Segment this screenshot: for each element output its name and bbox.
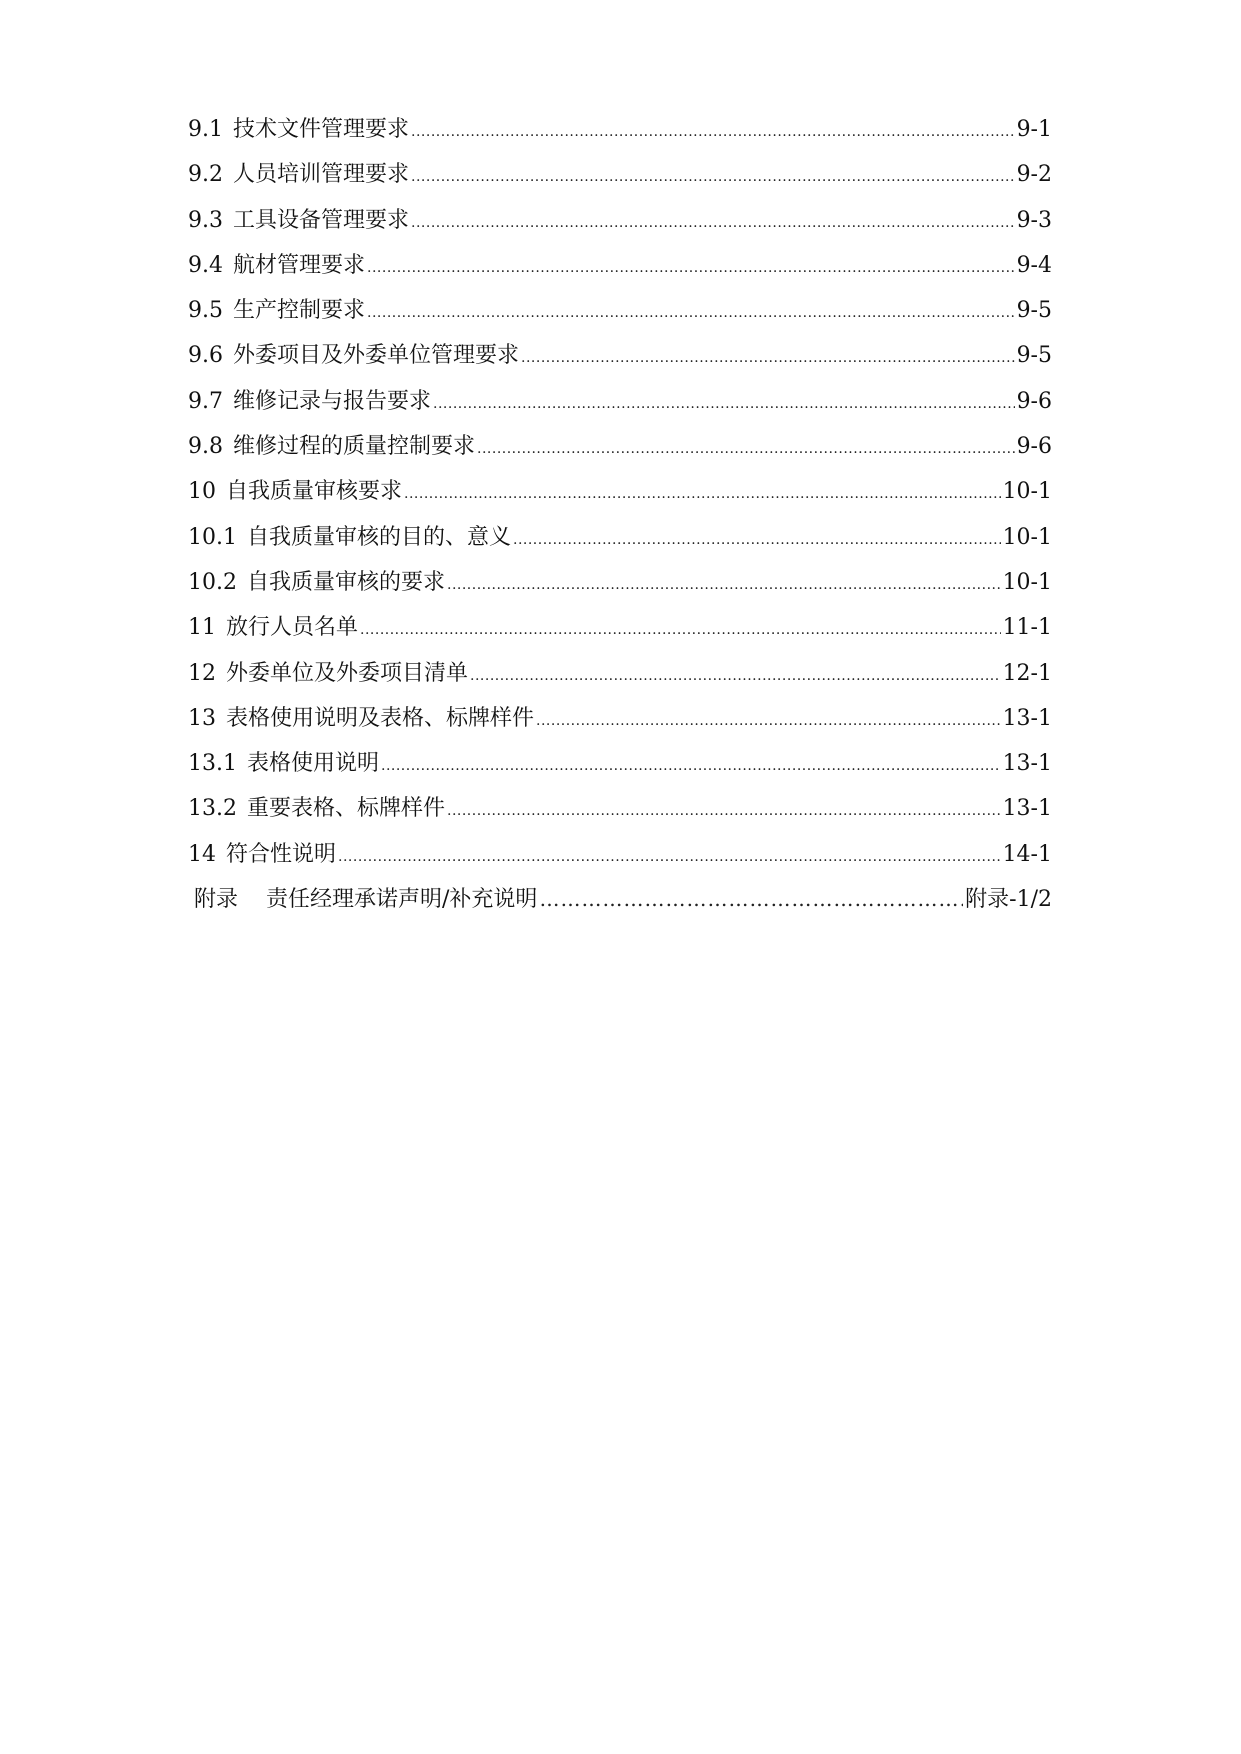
toc-entry-title: 外委单位及外委项目清单 <box>226 660 469 686</box>
table-of-contents <box>188 107 1052 922</box>
toc-entry-title: 重要表格、标牌样件 <box>246 796 445 822</box>
toc-entry-page: 13-1 <box>1002 751 1052 777</box>
dot-leader <box>521 336 1015 381</box>
dot-leader <box>404 472 1001 517</box>
toc-entry-number: 10.1 <box>188 524 237 550</box>
toc-entry-10-1[interactable] <box>188 515 1052 560</box>
toc-entry-9-3[interactable] <box>188 198 1052 243</box>
toc-entry-10[interactable] <box>188 469 1052 514</box>
dot-leader <box>470 654 1001 699</box>
dot-leader <box>411 155 1015 200</box>
toc-entry-9-4[interactable] <box>188 243 1052 288</box>
toc-entry-page: 9-1 <box>1016 117 1052 142</box>
toc-entry-page: 9-5 <box>1016 343 1052 369</box>
toc-entry-11[interactable] <box>188 605 1052 650</box>
toc-entry-title: 外委项目及外委单位管理要求 <box>233 343 520 369</box>
toc-entry-9-1[interactable] <box>188 107 1052 152</box>
toc-entry-number: 附录 <box>194 887 239 913</box>
toc-entry-title: 自我质量审核要求 <box>226 479 403 505</box>
toc-entry-title: 维修记录与报告要求 <box>233 388 432 414</box>
toc-entry-number: 9.1 <box>188 117 223 142</box>
dot-leader <box>381 744 1001 789</box>
toc-entry-page: 9-5 <box>1016 298 1052 324</box>
dot-leader <box>539 877 963 922</box>
toc-entry-number: 13.1 <box>188 751 237 777</box>
dot-leader <box>360 608 1001 653</box>
toc-entry-number: 11 <box>188 615 216 641</box>
toc-entry-number: 9.7 <box>188 388 223 414</box>
toc-entry-number: 9.4 <box>188 252 223 278</box>
dot-leader <box>477 427 1015 472</box>
dot-leader <box>338 835 1001 880</box>
toc-entry-title: 自我质量审核的目的、意义 <box>246 524 511 550</box>
toc-entry-number: 9.2 <box>188 162 223 188</box>
toc-entry-title: 人员培训管理要求 <box>233 162 410 188</box>
dot-leader <box>367 291 1015 336</box>
toc-entry-9-7[interactable] <box>188 379 1052 424</box>
toc-entry-9-6[interactable] <box>188 333 1052 378</box>
dot-leader <box>433 382 1015 427</box>
toc-entry-number: 9.5 <box>188 298 223 324</box>
toc-entry-title: 放行人员名单 <box>226 615 359 641</box>
toc-entry-page: 12-1 <box>1002 660 1052 686</box>
toc-entry-number: 9.3 <box>188 207 223 233</box>
toc-entry-page: 10-1 <box>1002 479 1052 505</box>
toc-entry-12[interactable] <box>188 651 1052 696</box>
toc-entry-title: 工具设备管理要求 <box>233 207 410 233</box>
toc-entry-title: 表格使用说明 <box>246 751 379 777</box>
dot-leader <box>367 246 1015 291</box>
toc-entry-appendix[interactable] <box>188 877 1052 922</box>
toc-entry-title: 维修过程的质量控制要求 <box>233 434 476 460</box>
toc-entry-page: 9-3 <box>1016 207 1052 233</box>
dot-leader <box>411 201 1015 246</box>
toc-entry-page: 11-1 <box>1002 615 1052 641</box>
toc-entry-number: 12 <box>188 660 216 686</box>
dot-leader <box>536 699 1001 744</box>
toc-entry-title: 符合性说明 <box>226 841 337 867</box>
toc-entry-9-8[interactable] <box>188 424 1052 469</box>
toc-entry-13[interactable] <box>188 696 1052 741</box>
toc-entry-title: 责任经理承诺声明/补充说明 <box>266 887 538 913</box>
toc-entry-page: 13-1 <box>1002 796 1052 822</box>
toc-entry-number: 13.2 <box>188 796 237 822</box>
toc-entry-title: 表格使用说明及表格、标牌样件 <box>226 705 535 731</box>
toc-entry-page: 9-6 <box>1016 434 1052 460</box>
toc-entry-page: 13-1 <box>1002 705 1052 731</box>
toc-entry-10-2[interactable] <box>188 560 1052 605</box>
toc-entry-title: 生产控制要求 <box>233 298 366 324</box>
toc-entry-number: 10 <box>188 479 216 505</box>
toc-entry-page: 9-2 <box>1016 162 1052 188</box>
dot-leader <box>447 563 1001 608</box>
dot-leader <box>447 789 1001 834</box>
dot-leader <box>411 110 1015 155</box>
toc-entry-page: 10-1 <box>1002 569 1052 595</box>
toc-entry-number: 10.2 <box>188 569 237 595</box>
toc-entry-9-2[interactable] <box>188 152 1052 197</box>
toc-entry-title: 技术文件管理要求 <box>233 117 410 142</box>
toc-entry-number: 14 <box>188 841 216 867</box>
toc-entry-number: 9.6 <box>188 343 223 369</box>
toc-entry-page: 9-6 <box>1016 388 1052 414</box>
toc-entry-number: 13 <box>188 705 216 731</box>
toc-entry-page: 10-1 <box>1002 524 1052 550</box>
dot-leader <box>513 518 1001 563</box>
toc-entry-page: 附录-1/2 <box>965 887 1052 913</box>
toc-entry-number: 9.8 <box>188 434 223 460</box>
toc-entry-page: 14-1 <box>1002 841 1052 867</box>
toc-entry-13-1[interactable] <box>188 741 1052 786</box>
toc-entry-page: 9-4 <box>1016 252 1052 278</box>
toc-entry-title: 航材管理要求 <box>233 252 366 278</box>
toc-entry-13-2[interactable] <box>188 786 1052 831</box>
toc-entry-14[interactable] <box>188 832 1052 877</box>
toc-entry-title: 自我质量审核的要求 <box>246 569 445 595</box>
toc-entry-9-5[interactable] <box>188 288 1052 333</box>
